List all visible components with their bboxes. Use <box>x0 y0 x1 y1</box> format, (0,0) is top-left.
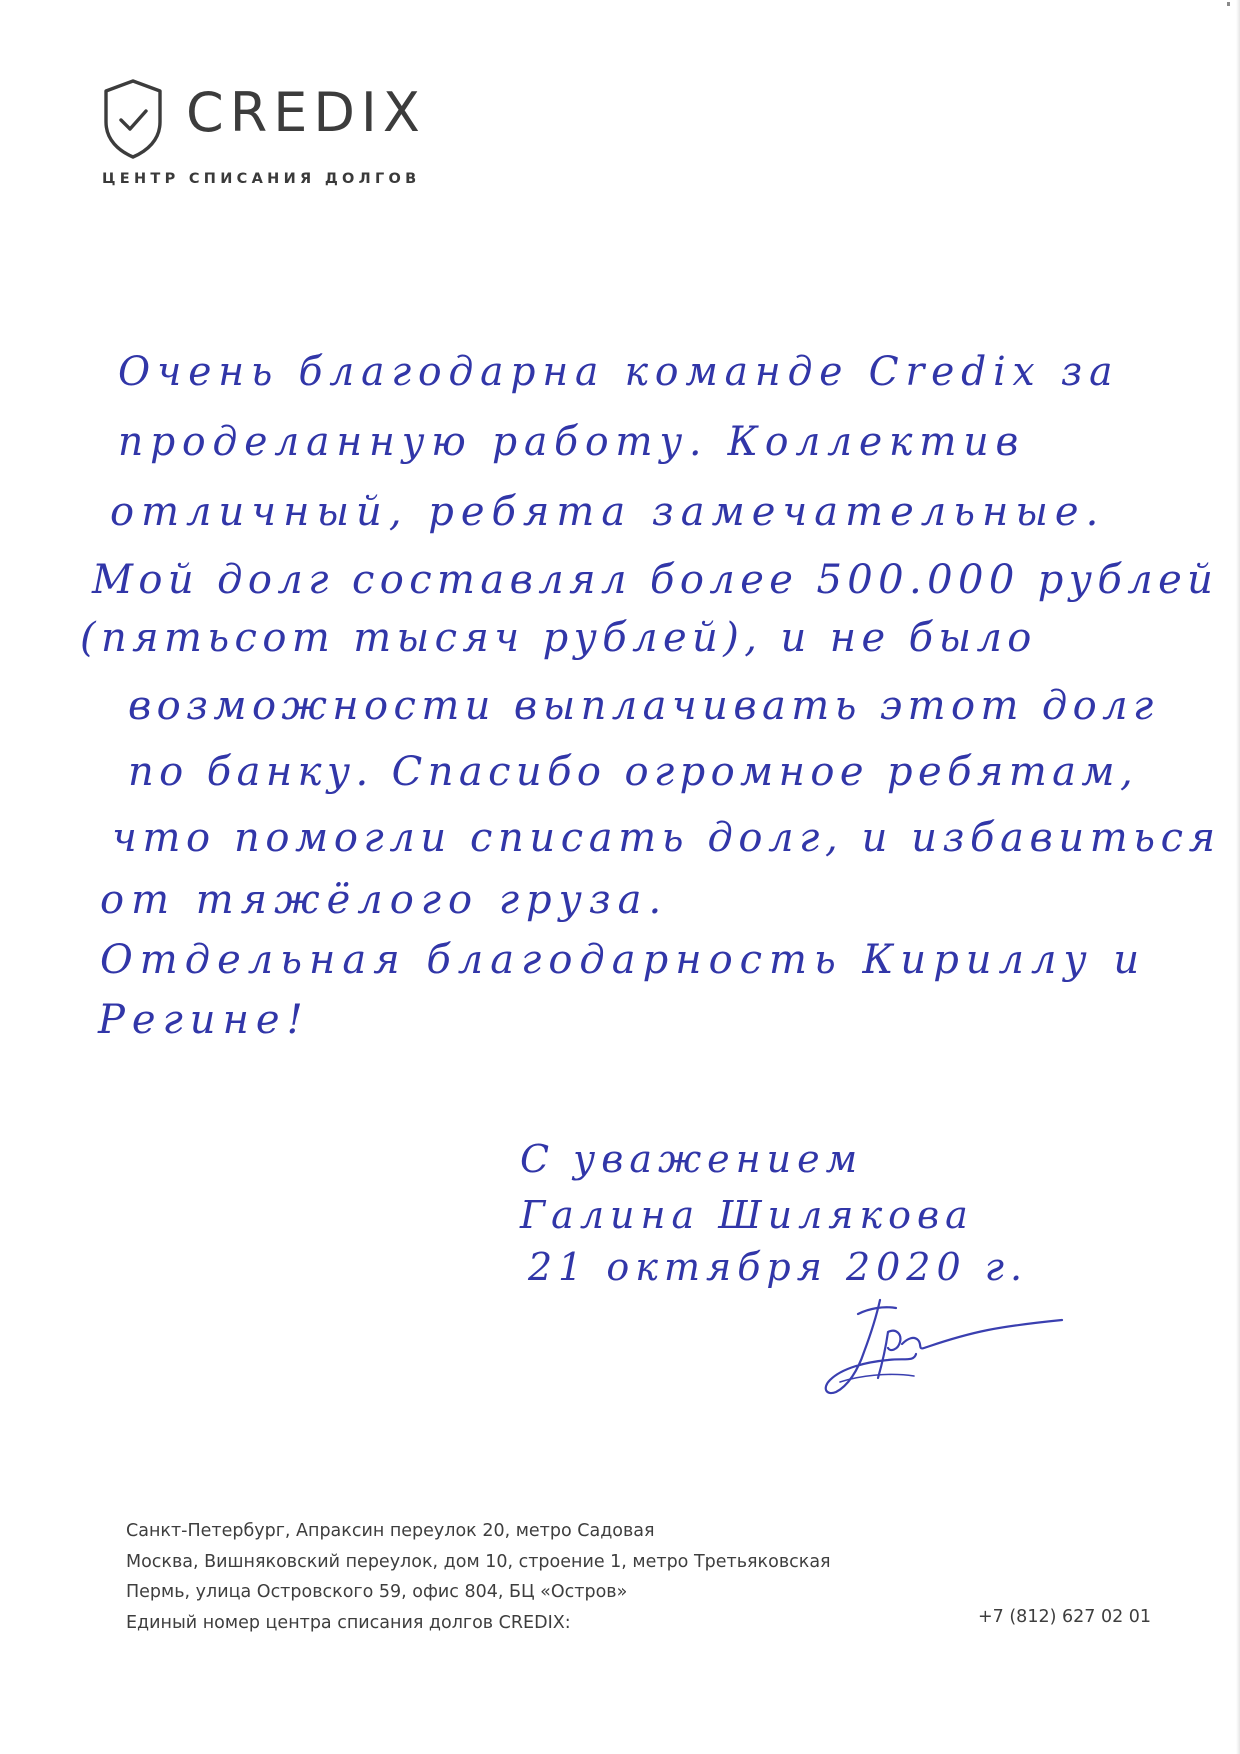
closing-name: Галина Шилякова <box>520 1193 974 1237</box>
footer-contacts <box>126 1523 1166 1643</box>
closing-salutation: С уважением <box>520 1137 864 1181</box>
brand-name: CREDIX <box>186 81 426 144</box>
letter-line: Отдельная благодарность Кириллу и <box>100 937 1147 983</box>
letter-line: (пятьсот тысяч рублей), и не было <box>80 615 1037 661</box>
letter-line: по банку. Спасибо огромное ребятам, <box>128 749 1139 795</box>
address-perm: Пермь, улица Островского 59, офис 804, БЦ «Остров» <box>126 1582 628 1602</box>
letter-line: проделанную работу. Коллектив <box>118 419 1026 465</box>
brand-tagline: ЦЕНТР СПИСАНИЯ ДОЛГОВ <box>102 171 421 187</box>
address-spb: Санкт-Петербург, Апраксин переулок 20, метро Садовая <box>126 1521 655 1541</box>
letter-line: Очень благодарна команде Credix за <box>118 349 1120 395</box>
letter-line: отличный, ребята замечательные. <box>110 489 1106 535</box>
letter-line: Мой долг составлял более 500.000 рублей <box>92 557 1219 603</box>
letter-line: что помогли списать долг, и избавиться <box>112 815 1221 861</box>
letter-line: возможности выплачивать этот долг <box>128 683 1159 729</box>
phone-label: Единый номер центра списания долгов CREDIX: <box>126 1613 571 1633</box>
address-msk: Москва, Вишняковский переулок, дом 10, строение 1, метро Третьяковская <box>126 1552 831 1572</box>
letter-line: от тяжёлого груза. <box>100 877 669 923</box>
closing-date: 21 октября 2020 г. <box>528 1245 1029 1289</box>
phone-number: +7 (812) 627 02 01 <box>978 1607 1152 1627</box>
letter-line: Регине! <box>98 997 310 1043</box>
handwritten-signature <box>818 1292 1068 1402</box>
